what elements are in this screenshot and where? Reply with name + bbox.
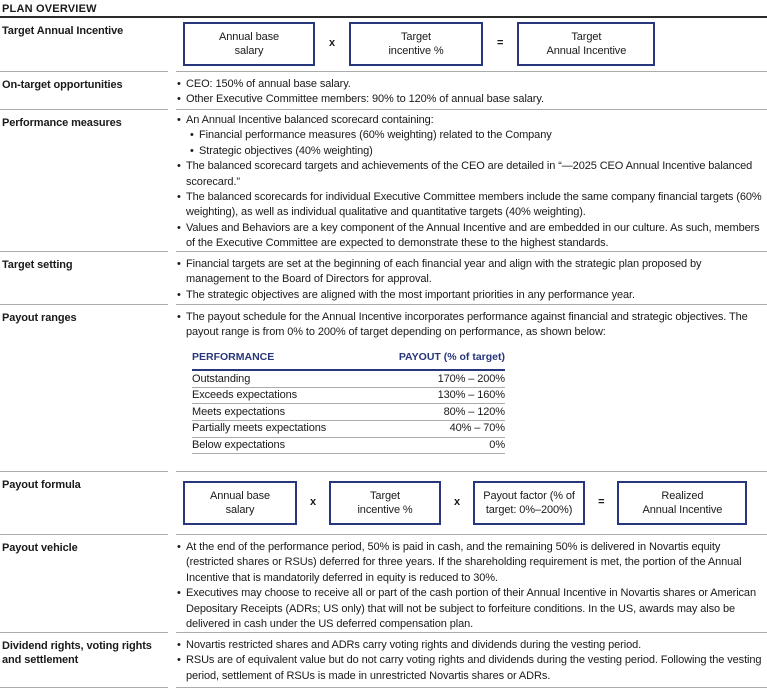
table-row-payout-ranges xyxy=(0,305,767,472)
row-content xyxy=(176,252,767,305)
bullet-item: • At the end of the performance period, 50% is paid in cash, and the remaining 50% is delivered in Novartis equity (restricted shares or RSUs) deferred for three years. If the shareholding requirement is met, the portion of the Annual Incentive that is mandatorily deferred in equity is reduced to 30%. xyxy=(176,540,767,586)
formula-box-target-incentive-pct: Target incentive % xyxy=(329,481,441,525)
row-label: Target setting xyxy=(0,252,168,305)
multiply-operator: x xyxy=(329,37,336,50)
row-label: Payout vehicle xyxy=(0,535,168,633)
bullet-item: • Executives may choose to receive all or part of the cash portion of their Annual Incentive in Novartis shares or American Depositary Receipts (ADRs; US only) that will not be subject to forfeiture conditions. In the US, awards may also be delivered in cash under the US deferred compensation plan. xyxy=(176,586,767,632)
equals-operator: = xyxy=(598,496,605,509)
formula-diagram xyxy=(183,22,767,66)
equals-operator: = xyxy=(497,37,504,50)
performance-cell: Partially meets expectations xyxy=(192,422,327,435)
row-label: On-target opportunities xyxy=(0,72,168,110)
performance-cell: Below expectations xyxy=(192,438,285,451)
bullet-item: • The balanced scorecards for individual Executive Committee members include the same company financial targets (60% weighting), as well as individual qualitative and quantitative targets (40% weighting). xyxy=(176,190,767,221)
table-row-dividend-rights xyxy=(0,633,767,688)
performance-cell: Exceeds expectations xyxy=(192,389,298,402)
bullet-item: • An Annual Incentive balanced scorecard containing: xyxy=(176,113,767,128)
formula-diagram xyxy=(183,481,767,525)
bullet-item: • RSUs are of equivalent value but do not carry voting rights and dividends during the vesting period. Following the vesting period, settlement of RSUs is made in unrestricted Novartis shares or ADRs. xyxy=(176,653,767,684)
payout-cell: 170% – 200% xyxy=(437,372,505,385)
formula-box-annual-base-salary: Annual base salary xyxy=(183,481,297,525)
table-row-payout-formula xyxy=(0,472,767,535)
sub-bullet-item: • Strategic objectives (40% weighting) xyxy=(189,144,767,159)
formula-box-target-incentive-pct: Target incentive % xyxy=(349,22,483,66)
bullet-item: • The strategic objectives are aligned with the most important priorities in any performance year. xyxy=(176,288,767,303)
row-content xyxy=(176,72,767,110)
table-row xyxy=(192,388,505,405)
row-label: Payout ranges xyxy=(0,305,168,472)
column-header-performance: PERFORMANCE xyxy=(192,350,275,363)
table-row xyxy=(192,421,505,438)
section-header xyxy=(0,0,767,18)
bullet-item: • The payout schedule for the Annual Incentive incorporates performance against financial and strategic objectives. The payout range is from 0% to 200% of target depending on performance, as shown below: xyxy=(176,310,767,341)
performance-cell: Outstanding xyxy=(192,372,251,385)
page-title: PLAN OVERVIEW xyxy=(2,3,97,15)
table-row xyxy=(192,404,505,421)
formula-box-realized-annual-incentive: Realized Annual Incentive xyxy=(617,481,747,525)
row-label: Dividend rights, voting rights and settlement xyxy=(0,633,168,688)
payout-range-table xyxy=(192,350,505,454)
multiply-operator: x xyxy=(454,496,461,509)
payout-cell: 40% – 70% xyxy=(449,422,505,435)
bullet-item: • Novartis restricted shares and ADRs carry voting rights and dividends during the vesting period. xyxy=(176,638,767,653)
row-content xyxy=(176,18,767,72)
formula-box-payout-factor: Payout factor (% of target: 0%–200%) xyxy=(473,481,585,525)
row-label: Performance measures xyxy=(0,110,168,252)
row-content xyxy=(176,110,767,252)
bullet-item: • CEO: 150% of annual base salary. xyxy=(176,77,767,92)
table-row-target-annual-incentive xyxy=(0,18,767,72)
bullet-item: • Other Executive Committee members: 90% to 120% of annual base salary. xyxy=(176,92,767,107)
row-label: Target Annual Incentive xyxy=(0,18,168,72)
row-content xyxy=(176,535,767,633)
column-header-payout: PAYOUT (% of target) xyxy=(398,350,505,363)
row-content xyxy=(176,472,767,535)
formula-box-target-annual-incentive: Target Annual Incentive xyxy=(517,22,655,66)
formula-box-annual-base-salary: Annual base salary xyxy=(183,22,315,66)
bullet-item: • Values and Behaviors are a key component of the Annual Incentive and are embedded in our culture. As such, members of the Executive Committee are expected to demonstrate these to the highest standards. xyxy=(176,221,767,252)
row-content xyxy=(176,633,767,688)
multiply-operator: x xyxy=(310,496,317,509)
payout-cell: 80% – 120% xyxy=(443,405,505,418)
payout-table-header xyxy=(192,350,505,371)
table-row-target-setting xyxy=(0,252,767,305)
table-row xyxy=(192,371,505,388)
sub-bullet-item: • Financial performance measures (60% weighting) related to the Company xyxy=(189,128,767,143)
table-row-performance-measures xyxy=(0,110,767,252)
bullet-item: • Financial targets are set at the beginning of each financial year and align with the strategic plan proposed by management to the Board of Directors for approval. xyxy=(176,257,767,288)
row-content xyxy=(176,305,767,472)
payout-cell: 130% – 160% xyxy=(437,389,505,402)
performance-cell: Meets expectations xyxy=(192,405,285,418)
table-row-payout-vehicle xyxy=(0,535,767,633)
row-label: Payout formula xyxy=(0,472,168,535)
table-row xyxy=(192,438,505,455)
table-row-on-target-opportunities xyxy=(0,72,767,110)
payout-cell: 0% xyxy=(489,438,505,451)
bullet-item: • The balanced scorecard targets and achievements of the CEO are detailed in “—2025 CEO Annual Incentive balanced scorecard.” xyxy=(176,159,767,190)
